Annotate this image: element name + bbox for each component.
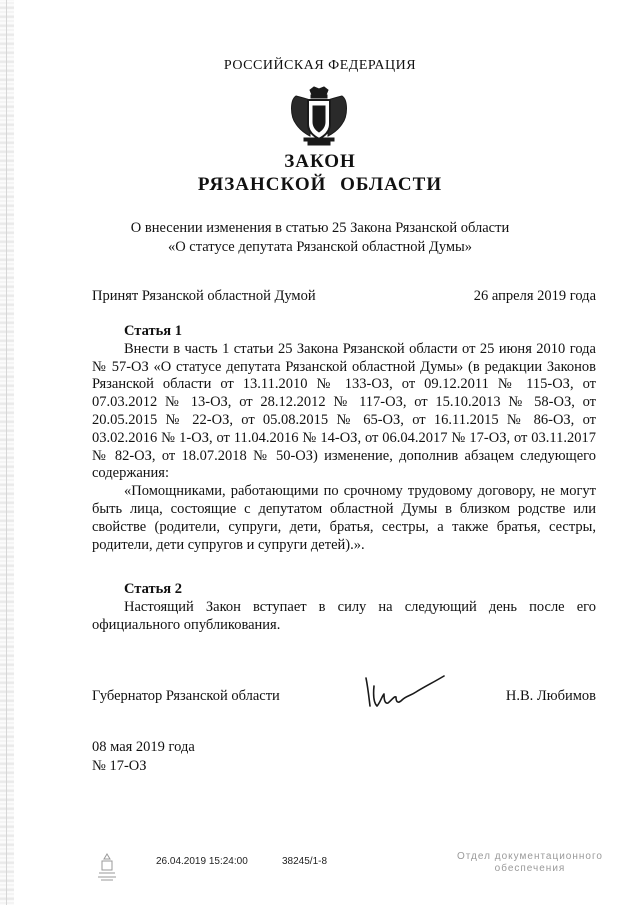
adoption-date: 26 апреля 2019 года (473, 288, 596, 304)
coat-of-arms-icon (288, 86, 350, 146)
article-2 (92, 581, 596, 634)
handwritten-signature (360, 672, 448, 714)
article-2-heading: Статья 2 (124, 581, 182, 597)
office-stamp-line2: обеспечения (494, 863, 566, 874)
office-stamp-line1: Отдел документационного (457, 851, 603, 862)
article-2-body: Настоящий Закон вступает в силу на следующий день после его официального опубликования. (92, 598, 596, 633)
law-title (0, 150, 640, 196)
enactment-date: 08 мая 2019 года (92, 739, 195, 755)
article-1-quote: «Помощниками, работающими по срочному трудовому договору, не могут быть лица, состоящие с депутатом областной Думы в близком родстве или свойстве (родители, супруги, дети, братья, сестры, а также братья, сестры, родители, дети супругов и супруги детей).». (92, 483, 596, 553)
article-1 (92, 323, 596, 554)
office-stamp (450, 851, 610, 875)
subject-line1: О внесении изменения в статью 25 Закона Рязанской области (130, 220, 510, 236)
law-title-line1: ЗАКОН (284, 151, 356, 172)
signer-position: Губернатор Рязанской области (92, 688, 280, 704)
footer-datetime: 26.04.2019 15:24:00 (156, 856, 248, 867)
article-1-body: Внести в часть 1 статьи 25 Закона Рязанской области от 25 июня 2010 года № 57-ОЗ «О статусе депутата Рязанской областной Думы» (в редакции Законов Рязанской области от 13.11.2010 № 133-ОЗ, от 09.12.2011 № 115-ОЗ, от 07.03.2012 № 13-ОЗ, от 28.12.2012 № 117-ОЗ, от 15.10.2013 № 58-ОЗ, от 20.05.2015 № 22-ОЗ, от 05.08.2015 № 65-ОЗ, от 16.11.2015 № 86-ОЗ, от 03.02.2016 № 1-ОЗ, от 11.04.2016 № 14-ОЗ, от 06.04.2017 № 17-ОЗ, от 03.11.2017 № 82-ОЗ, от 18.07.2018 № 50-ОЗ) изменение, дополнив абзацем следующего содержания: (92, 340, 596, 482)
scan-edge (0, 0, 14, 905)
law-number: № 17-ОЗ (92, 758, 147, 774)
country-name: РОССИЙСКАЯ ФЕДЕРАЦИЯ (223, 58, 417, 73)
adoption-text: Принят Рязанской областной Думой (92, 288, 316, 304)
subject-line2: «О статусе депутата Рязанской областной Думы» (167, 239, 473, 255)
footer-registration: 38245/1-8 (282, 856, 328, 867)
law-subject (0, 219, 640, 257)
article-1-heading: Статья 1 (124, 323, 182, 339)
enactment-block (92, 738, 195, 776)
signer-name: Н.В. Любимов (505, 688, 596, 704)
adoption-row (92, 288, 596, 305)
archive-stamp-icon (95, 852, 119, 882)
law-title-line2: РЯЗАНСКОЙ ОБЛАСТИ (197, 174, 443, 195)
